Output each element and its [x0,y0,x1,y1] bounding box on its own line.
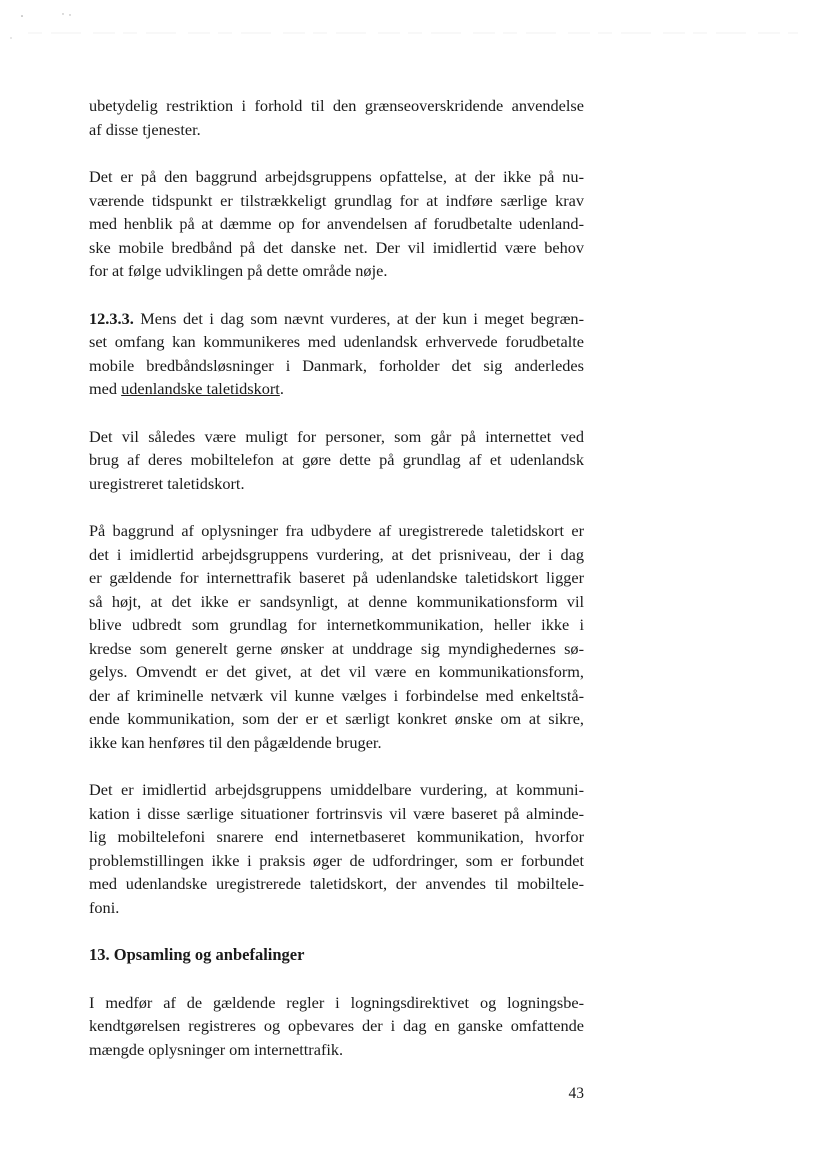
text-fragment: med [89,379,122,398]
text-line: med udenlandske uregistrerede taletidskort, der anvendes til mobiltele- [89,874,584,893]
text-line: mængde oplysninger om internettrafik. [89,1039,344,1059]
paragraph-summary [89,991,584,1062]
text-line: lig mobiltelefoni snarere end internetbaseret kommunikation, hvorfor [89,827,584,846]
text-line: Det er imidlertid arbejdsgruppens umiddelbare vurdering, at kommuni- [89,780,584,799]
text-line: kendtgørelsen registreres og opbevares der i dag en ganske omfattende [89,1016,584,1035]
text-line: det i imidlertid arbejdsgruppens vurdering, at det prisniveau, der i dag [89,544,584,564]
text-line: foni. [89,897,120,917]
text-line: I medfør af de gældende regler i logningsdirektivet og logningsbe- [89,992,584,1012]
text-line: uregistreret taletidskort. [89,473,245,493]
text-line: kredse som generelt gerne ønsker at unddrage sig myndighedernes sø- [89,638,584,658]
text-line: ikke kan henføres til den pågældende bruger. [89,732,382,752]
underlined-term: udenlandske taletidskort [121,379,280,398]
text-line: er gældende for internettrafik baseret på udenlandske taletidskort ligger [89,568,584,587]
text-line: blive udbredt som grundlag for internetkommunikation, heller ikke i [89,615,584,634]
text-line [89,377,584,401]
paragraph-price-level [89,519,584,754]
text-line: mobile bredbåndsløsninger i Danmark, forholder det sig anderledes [89,355,584,375]
text-line: brug af deres mobiltelefon at gøre dette på grundlag af et udenlandsk [89,450,584,469]
paragraph-mobile-internet [89,425,584,496]
page-body [89,94,584,1061]
scan-artifacts [8,8,798,48]
text-line: med henblik på at dæmme op for anvendelsen af forudbetalte udenland- [89,214,584,233]
text-line: kation i disse særlige situationer fortrinsvis vil være baseret på alminde- [89,803,584,823]
page-number: 43 [568,1085,584,1102]
text-line: ubetydelig restriktion i forhold til den grænseoverskridende anvendelse [89,96,584,115]
text-line: af disse tjenester. [89,119,201,139]
text-line: På baggrund af oplysninger fra udbydere af uregistrerede taletidskort er [89,521,584,540]
text-line: ske mobile bredbånd på det danske net. Der vil imidlertid være behov [89,237,584,257]
text-fragment: . [279,379,284,398]
text-line: for at følge udviklingen på dette område nøje. [89,261,388,280]
text-line: så højt, at det ikke er sandsynligt, at denne kommunikationsform vil [89,591,584,611]
text-line: der af kriminelle netværk vil kunne vælges i forbindelse med enkeltstå- [89,685,584,705]
text-line: Det vil således være muligt for personer, som går på internettet ved [89,426,584,446]
section-heading: 13. Opsamling og anbefalinger [89,945,305,964]
text-line: problemstillingen ikke i praksis øger de udfordringer, som er forbundet [89,850,584,870]
text-line: set omfang kan kommunikeres med udenlandsk erhvervede forudbetalte [89,332,584,351]
paragraph-immediate-assessment [89,778,584,919]
text-line: værende tidspunkt er tilstrækkeligt grundlag for at indføre særlige krav [89,190,584,210]
text-fragment: Mens det i dag som nævnt vurderes, at der kun i meget begræn- [133,308,584,328]
text-line: Det er på den baggrund arbejdsgruppens opfattelse, at der ikke på nu- [89,167,584,186]
paragraph-section-12-3-3 [89,307,584,401]
text-line: gelys. Omvendt er det givet, at det vil være en kommunikationsform, [89,662,584,681]
text-line [89,307,584,331]
text-line: ende kommunikation, som der er et særligt konkret ønske om at sikre, [89,709,584,728]
section-number: 12.3.3. [89,308,134,328]
paragraph-restriction [89,94,584,141]
paragraph-working-group-opinion [89,165,584,283]
